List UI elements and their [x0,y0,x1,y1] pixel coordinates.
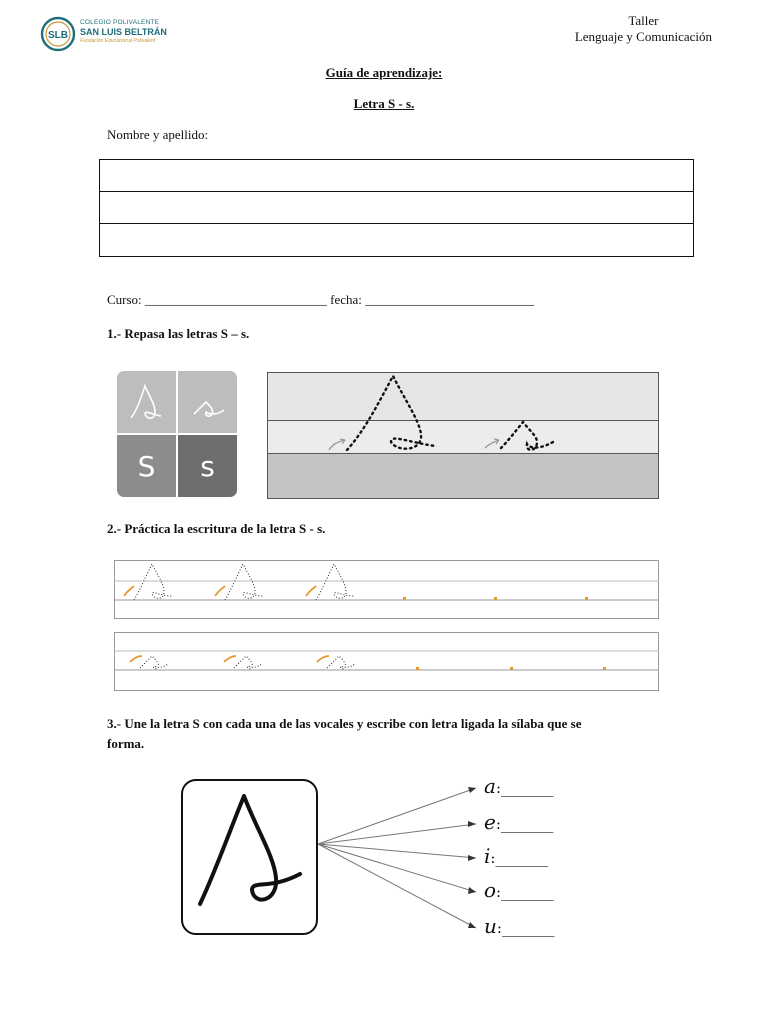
vowel-item-i: i:_______ [484,844,548,868]
name-label: Nombre y apellido: [107,127,209,142]
practice-row-upper[interactable] [114,560,659,622]
subject-line1: Taller [628,13,659,28]
practice-row-lower[interactable] [114,632,659,694]
cursive-s-upper-icon [125,380,169,424]
trace-panel[interactable] [267,372,659,499]
name-row-1[interactable] [100,160,693,192]
school-name-line3: Fundación Educacional Polivalent [80,37,156,44]
guide-title: Guía de aprendizaje: [325,65,443,80]
svg-text:SLB: SLB [48,30,68,41]
exercise-3-line1: 3.- Une la letra S con cada una de las vocales y escribe con letra ligada la sílaba que se [107,716,582,731]
vowel-item-a: a:_______ [484,774,554,798]
date-label: fecha: [330,292,362,307]
name-row-3[interactable] [100,224,693,256]
exercise-3-instruction [107,714,581,754]
exercise-3-line2: forma. [107,736,145,751]
name-box[interactable] [99,159,694,257]
course-blank[interactable]: ____________________________ [144,292,327,307]
date-blank[interactable]: __________________________ [365,292,535,307]
big-letter-box [182,780,317,934]
start-dot [494,597,497,600]
start-dot [603,667,606,670]
start-dot [510,667,513,670]
name-row-2[interactable] [100,192,693,224]
start-dot [585,597,588,600]
tile-cursive-lower [178,371,237,433]
course-date-line [107,292,534,308]
school-name-line1: COLEGIO POLIVALENTE [80,19,160,26]
course-label: Curso: [107,292,142,307]
subject-header [575,13,712,45]
tile-print-upper: S [117,435,176,497]
school-logo [40,14,170,54]
exercise-2-instruction: 2.- Práctica la escritura de la letra S - s. [107,521,326,536]
vowel-item-o: o:_______ [484,878,554,902]
cursive-s-lower-icon [186,380,230,424]
tile-cursive-upper [117,371,176,433]
exercise-1-instruction: 1.- Repasa las letras S – s. [107,326,250,341]
school-name-line2: SAN LUIS BELTRÁN [80,26,167,37]
connector-arrows [318,787,476,928]
tile-print-lower: s [178,435,237,497]
vowel-item-u: u:_______ [484,914,555,938]
subject-line2: Lenguaje y Comunicación [574,29,712,44]
letter-tiles [117,371,238,498]
start-dot [416,667,419,670]
start-dot [403,597,406,600]
letter-title: Letra S - s. [353,96,415,111]
vowel-list [484,770,624,946]
vowel-item-e: e:_______ [484,810,554,834]
school-crest-icon [40,16,76,52]
